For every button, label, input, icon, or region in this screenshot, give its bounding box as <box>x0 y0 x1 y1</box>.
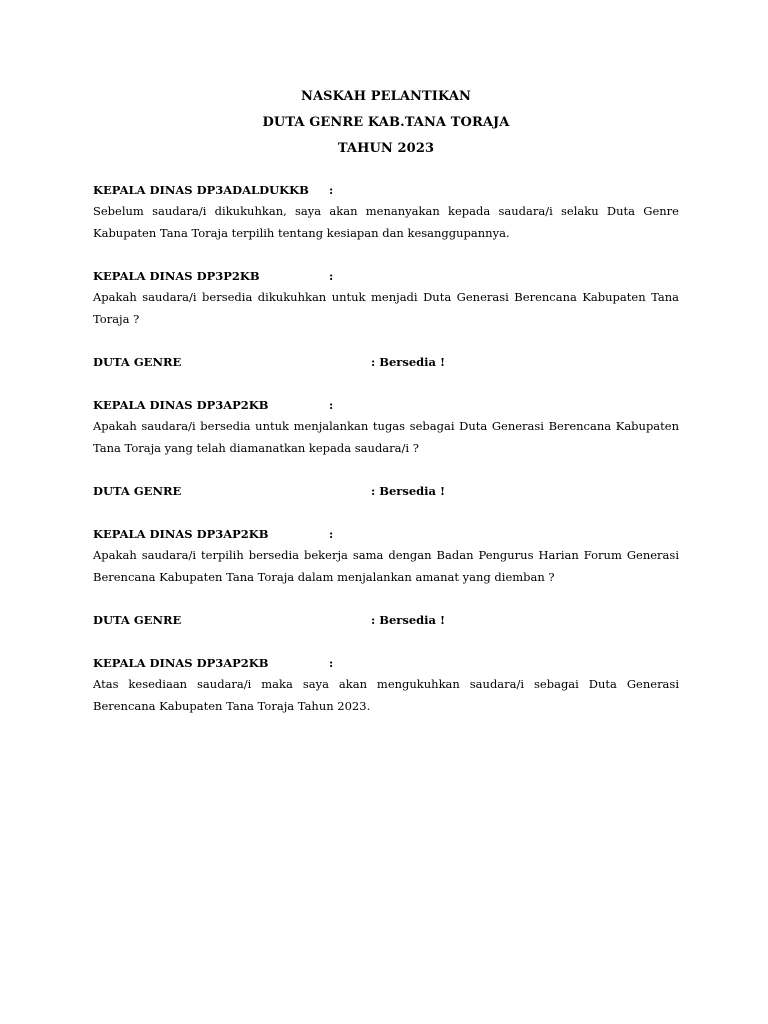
dialogue-block <box>93 351 679 373</box>
speaker-name: DUTA GENRE <box>93 355 182 369</box>
speaker-reply: : Bersedia ! <box>371 484 446 498</box>
title-line-3: TAHUN 2023 <box>337 141 435 156</box>
dialogue-text: Apakah saudara/i bersedia untuk menjalankan tugas sebagai Duta Generasi Berencana Kabupaten Tana Toraja yang telah diamanatkan kepada saudara/i ? <box>93 419 679 455</box>
dialogue-block <box>93 480 679 502</box>
speaker-name: KEPALA DINAS DP3AP2KB <box>93 398 269 412</box>
dialogue-text: Apakah saudara/i terpilih bersedia bekerja sama dengan Badan Pengurus Harian Forum Generasi Berencana Kabupaten Tana Toraja dalam menjalankan amanat yang diemban ? <box>93 548 679 584</box>
title-line-2: DUTA GENRE KAB.TANA TORAJA <box>262 115 510 130</box>
speaker-line <box>93 652 679 674</box>
dialogue-block <box>93 609 679 631</box>
speaker-line <box>93 523 679 545</box>
document-page <box>93 84 679 738</box>
dialogue-block <box>93 179 679 244</box>
speaker-line <box>93 480 679 502</box>
dialogue-text: Apakah saudara/i bersedia dikukuhkan untuk menjadi Duta Generasi Berencana Kabupaten Tana Toraja ? <box>93 290 679 326</box>
speaker-colon: : <box>329 656 334 670</box>
speaker-name: KEPALA DINAS DP3AP2KB <box>93 656 269 670</box>
speaker-reply: : Bersedia ! <box>371 355 446 369</box>
dialogue-block <box>93 394 679 459</box>
dialogue-block <box>93 652 679 717</box>
dialogue-text: Atas kesediaan saudara/i maka saya akan mengukuhkan saudara/i sebagai Duta Generasi Berencana Kabupaten Tana Toraja Tahun 2023. <box>93 677 679 713</box>
speaker-line <box>93 351 679 373</box>
speaker-colon: : <box>329 398 334 412</box>
speaker-line <box>93 394 679 416</box>
speaker-line <box>93 265 679 287</box>
dialogue-block <box>93 523 679 588</box>
speaker-colon: : <box>329 183 334 197</box>
speaker-name: KEPALA DINAS DP3P2KB <box>93 269 260 283</box>
speaker-line <box>93 179 679 201</box>
speaker-colon: : <box>329 527 334 541</box>
document-title <box>93 84 679 162</box>
title-line-1: NASKAH PELANTIKAN <box>300 89 471 104</box>
speaker-colon: : <box>329 269 334 283</box>
speaker-reply: : Bersedia ! <box>371 613 446 627</box>
speaker-name: KEPALA DINAS DP3ADALDUKKB <box>93 183 309 197</box>
speaker-line <box>93 609 679 631</box>
dialogue-text: Sebelum saudara/i dikukuhkan, saya akan menanyakan kepada saudara/i selaku Duta Genre Kabupaten Tana Toraja terpilih tentang kesiapan dan kesanggupannya. <box>93 204 679 240</box>
speaker-name: DUTA GENRE <box>93 484 182 498</box>
speaker-name: DUTA GENRE <box>93 613 182 627</box>
speaker-name: KEPALA DINAS DP3AP2KB <box>93 527 269 541</box>
dialogue-block <box>93 265 679 330</box>
